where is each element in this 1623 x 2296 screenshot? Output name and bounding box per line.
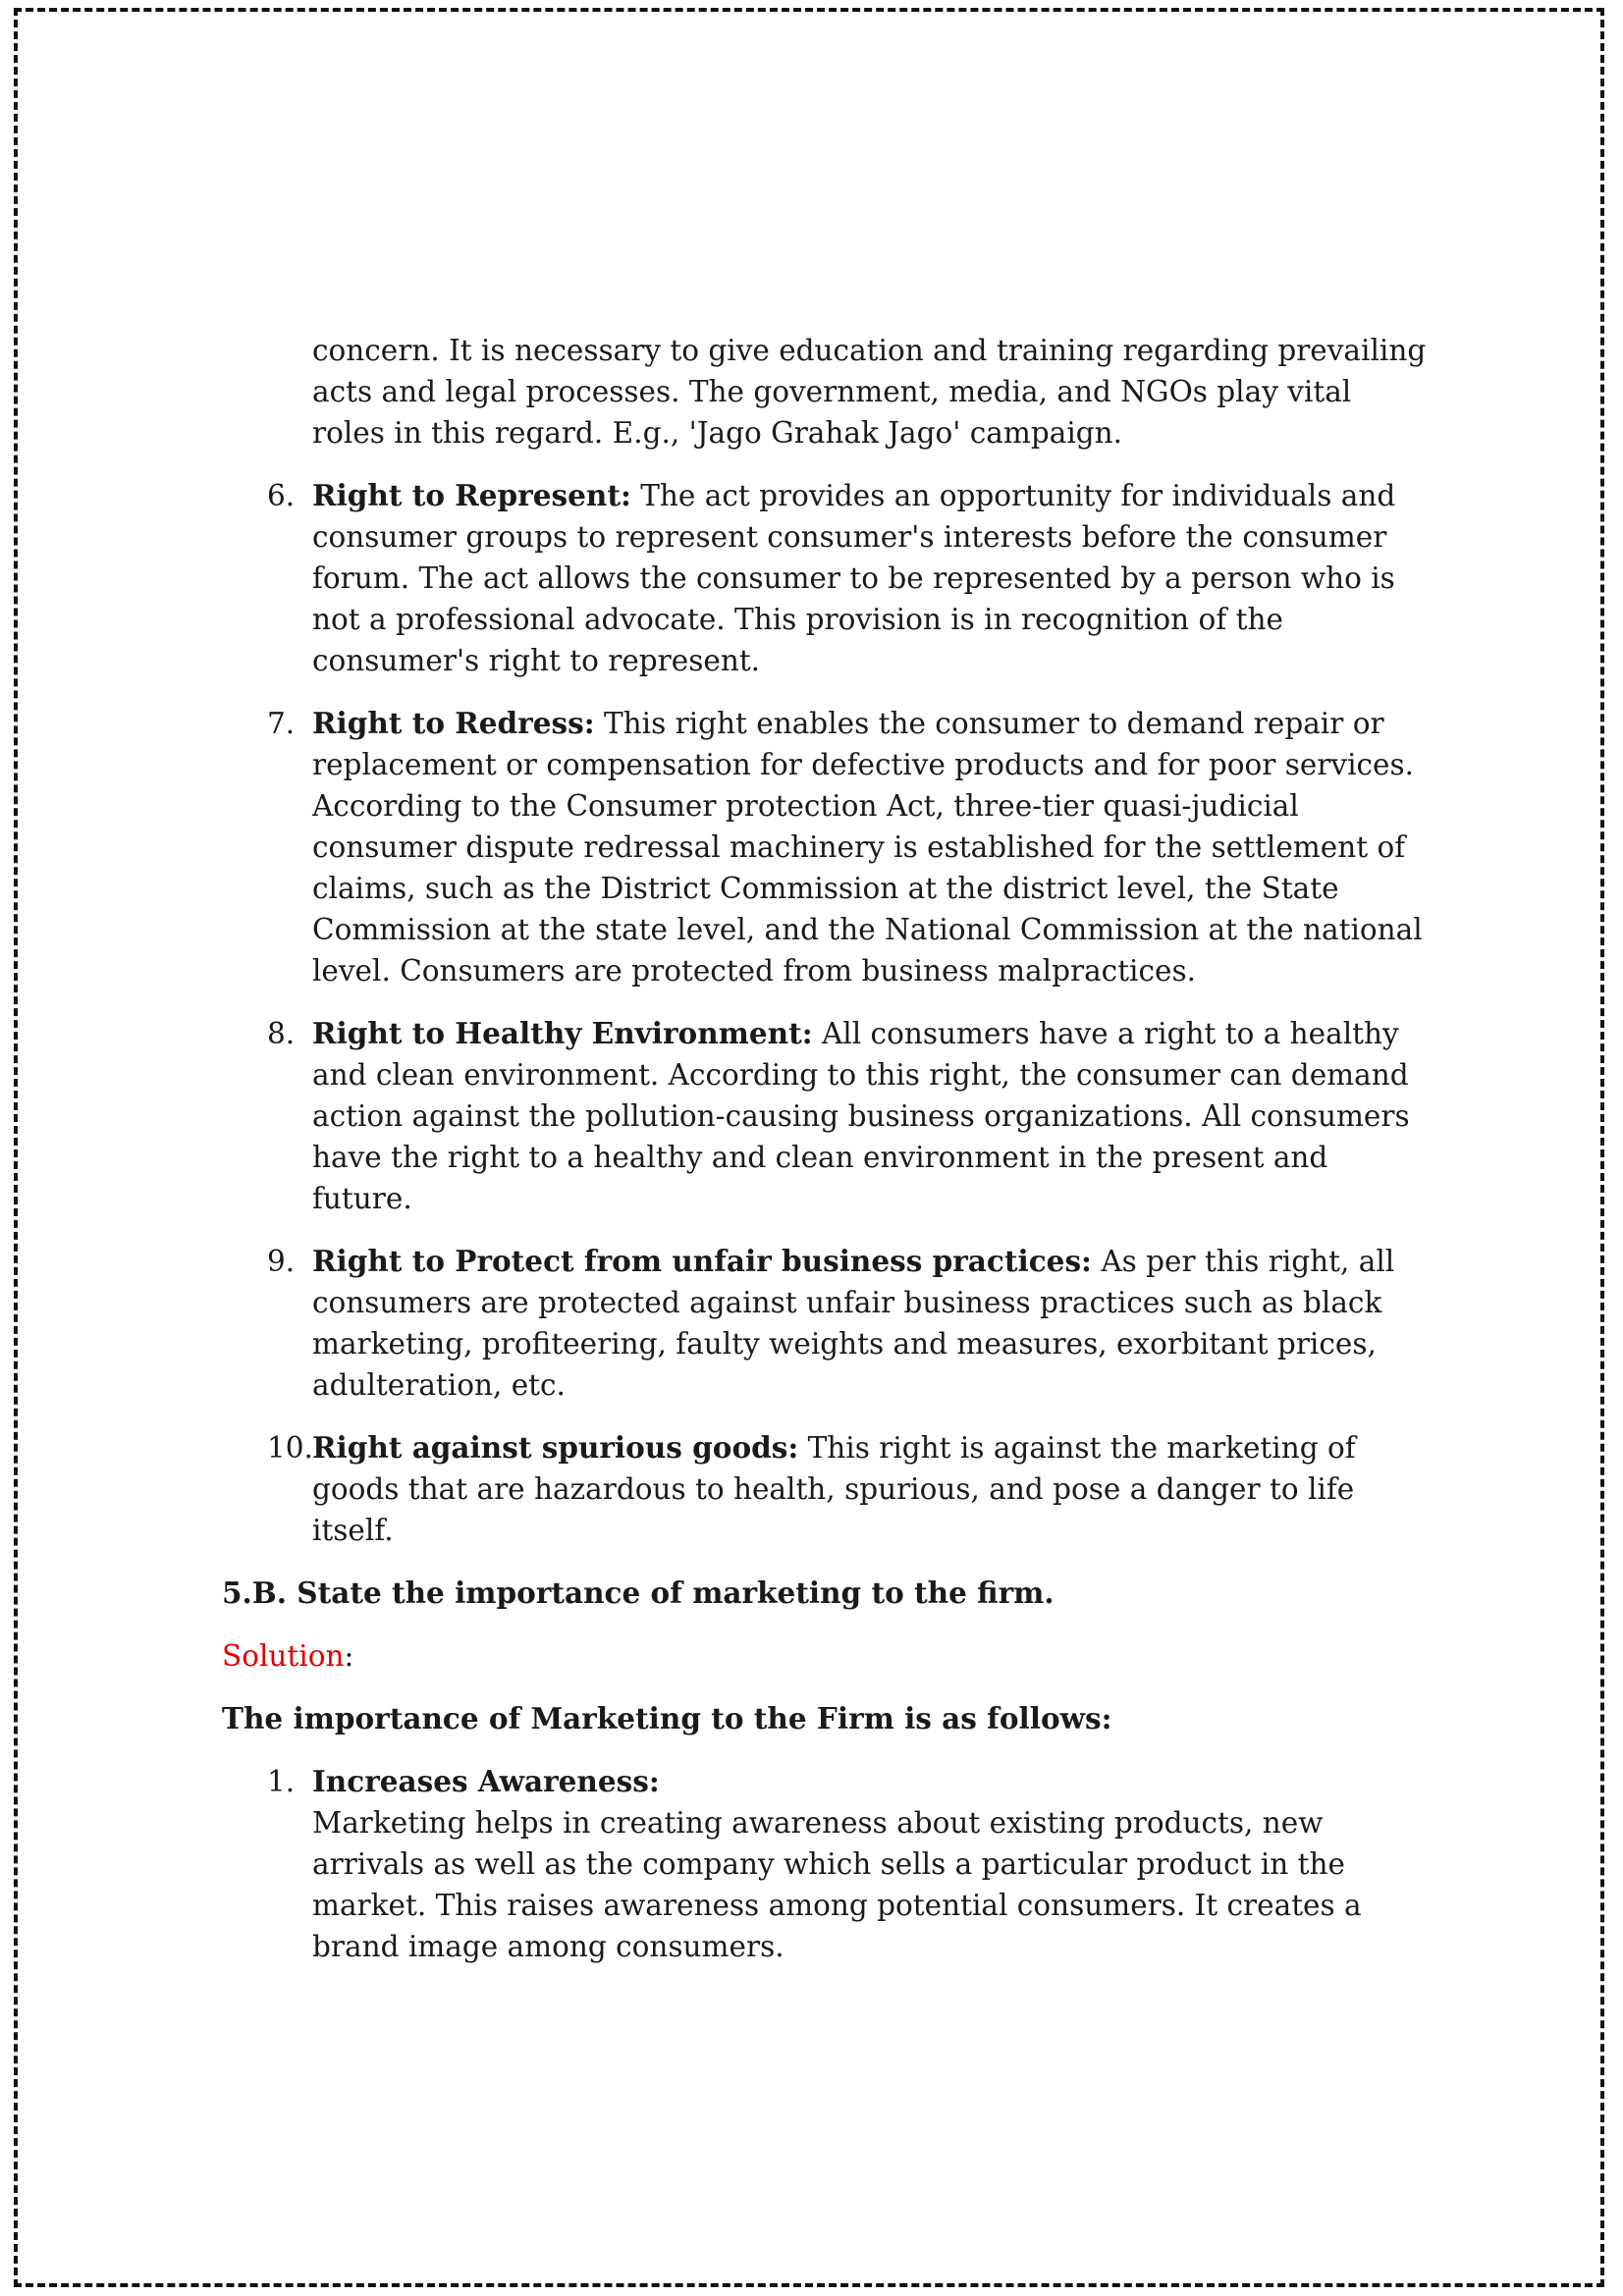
document-content: [222, 330, 1430, 1989]
importance-term: Increases Awareness:: [312, 1764, 660, 1798]
list-item-right-9: [222, 1241, 1430, 1406]
right-term: Right to Redress:: [312, 706, 595, 740]
importance-intro: The importance of Marketing to the Firm is as follows:: [222, 1701, 1112, 1735]
list-body: [312, 1013, 1430, 1219]
list-body: [312, 1761, 1430, 1967]
list-body: [312, 703, 1430, 991]
right-text: As per this right, all consumers are protected against unfair business practices such as black marketing, profiteering, faulty weights and measures, exorbitant prices, adulteration, etc.: [312, 1245, 1395, 1402]
list-item-right-10: [222, 1427, 1430, 1551]
right-term: Right against spurious goods:: [312, 1430, 799, 1465]
solution-label: Solution: [222, 1639, 345, 1673]
list-body: [312, 1241, 1430, 1406]
question-heading: 5.B. State the importance of marketing to the firm.: [222, 1575, 1055, 1610]
list-number: 8.: [267, 1017, 296, 1050]
list-number: 7.: [267, 707, 296, 740]
list-number: 9.: [267, 1245, 296, 1278]
list-number: 10.: [267, 1431, 313, 1465]
list-body: [312, 475, 1430, 681]
list-item-importance-1: [222, 1761, 1430, 1967]
solution-line: [222, 1635, 1430, 1677]
list-number: 6.: [267, 479, 296, 512]
importance-text: Marketing helps in creating awareness about existing products, new arrivals as well as the company which sells a particular product in the market. This raises awareness among potential consumers. It creates a brand image among consumers.: [312, 1806, 1362, 1963]
continuation-paragraph: concern. It is necessary to give education and training regarding prevailing acts and legal processes. The government, media, and NGOs play vital roles in this regard. E.g., 'Jago Grahak Jago' campaign.: [312, 334, 1427, 450]
right-text: All consumers have a right to a healthy and clean environment. According to this right, the consumer can demand action against the pollution-causing business organizations. All consumers have the right to a healthy and clean environment in the present and future.: [312, 1017, 1410, 1215]
list-body: [312, 1427, 1430, 1551]
right-term: Right to Represent:: [312, 478, 631, 512]
list-number: 1.: [267, 1765, 296, 1798]
right-text: This right is against the marketing of goods that are hazardous to health, spurious, and pose a danger to life itself.: [312, 1431, 1356, 1547]
right-term: Right to Healthy Environment:: [312, 1016, 813, 1050]
right-text: The act provides an opportunity for individuals and consumer groups to represent consumer's interests before the consumer forum. The act allows the consumer to be represented by a person who is not a professional advocate. This provision is in recognition of the consumer's right to represent.: [312, 479, 1396, 677]
list-item-right-6: [222, 475, 1430, 681]
list-item-right-7: [222, 703, 1430, 991]
list-item-right-8: [222, 1013, 1430, 1219]
right-term: Right to Protect from unfair business practices:: [312, 1244, 1092, 1278]
solution-colon: :: [344, 1639, 354, 1673]
right-text: This right enables the consumer to demand repair or replacement or compensation for defective products and for poor services. According to the Consumer protection Act, three-tier quasi-judicial consumer dispute redressal machinery is established for the settlement of claims, such as the District Commission at the district level, the State Commission at the state level, and the National Commission at the national level. Consumers are protected from business malpractices.: [312, 707, 1423, 988]
